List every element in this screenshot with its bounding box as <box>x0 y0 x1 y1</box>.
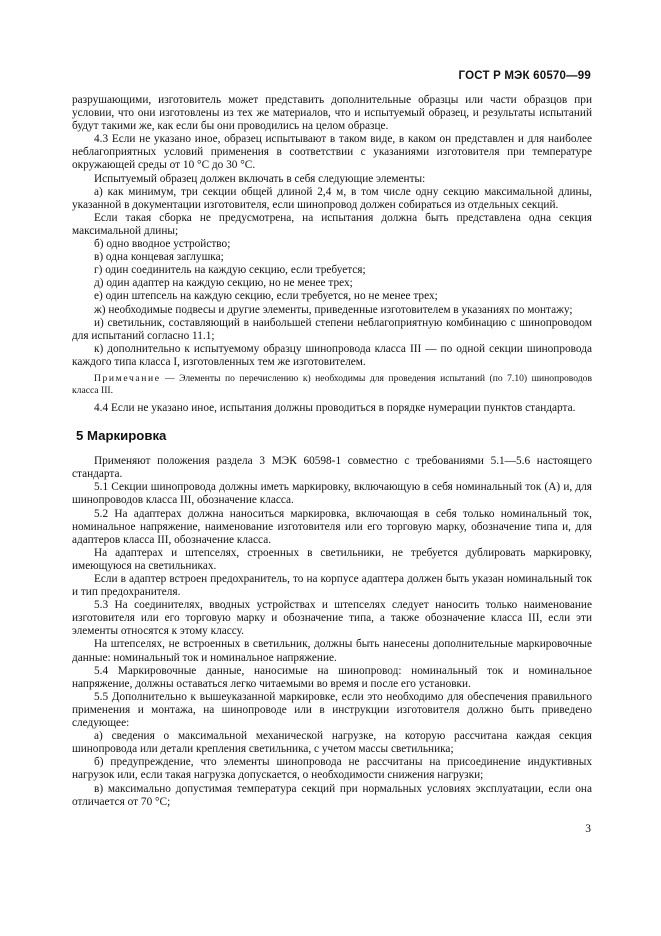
paragraph-4-4: 4.4 Если не указано иное, испытания должны проводиться в порядке нумерации пунктов стандарта. <box>94 401 576 414</box>
note-text: — Элементы по перечислению к) необходимы для проведения испытаний (по 7.10) шинопроводов класса III. <box>72 372 592 396</box>
list-item: а) сведения о максимальной механической нагрузке, на которую рассчитана каждая секция шинопровода или детали крепления светильника, с учетом массы светильника; <box>72 730 592 756</box>
paragraph-4-3: 4.3 Если не указано иное, образец испытывают в таком виде, в каком он представлен и для наиболее неблагоприятных условий применения в соответствии с указаниями изготовителя при температуре окружающей среды от 10 °С до 30 °С. <box>72 133 592 172</box>
paragraph: разрушающими, изготовитель может представить дополнительные образцы или части образцов при условии, что они изготовлены из тех же материалов, что и испытуемый образец, и результаты испытаний будут такими же, как если бы они проводились на целом образце. <box>72 94 592 133</box>
list-item: в) одна концевая заглушка; <box>94 251 224 264</box>
note <box>72 373 592 397</box>
paragraph-5-4: 5.4 Маркировочные данные, наносимые на шинопровод: номинальный ток и номинальное напряжение, должны оставаться легко читаемыми во время и после его установки. <box>72 664 592 690</box>
list-item: к) дополнительно к испытуемому образцу шинопровода класса III — по одной секции шинопровода каждого типа класса I, изготовленных тем же изготовителем. <box>72 342 592 368</box>
list-item: б) одно вводное устройство; <box>94 238 231 251</box>
paragraph-5-2: 5.2 На адаптерах должна наноситься маркировка, включающая в себя только номинальный ток, номинальное напряжение, наименование изготовителя или его торговую марку, обозначение типа и, для адаптеров класса III, обозначение класса. <box>72 507 592 546</box>
paragraph-5-5: 5.5 Дополнительно к вышеуказанной маркировке, если это необходимо для обеспечения правильного применения и монтажа, на шинопроводе или в инструкции изготовителя должно быть приведено следующее: <box>72 690 592 730</box>
list-item: и) светильник, составляющий в наибольшей степени неблагоприятную комбинацию с шинопроводом для испытаний согласно 11.1; <box>72 316 592 342</box>
section-title: 5 Маркировка <box>76 428 167 444</box>
paragraph-5-1: 5.1 Секции шинопровода должны иметь маркировку, включающую в себя номинальный ток (А) и, для шинопроводов класса III, обозначение класса. <box>72 481 592 507</box>
paragraph-5-3: 5.3 На соединителях, вводных устройствах и штепселях следует наносить только наименование изготовителя или его торговую марку и обозначение типа, а также обозначение класса III, если эти элементы относятся к этому классу. <box>72 599 592 638</box>
list-item: е) один штепсель на каждую секцию, если требуется, но не менее трех; <box>94 290 438 303</box>
paragraph: Если такая сборка не предусмотрена, на испытания должна быть представлена одна секция максимальной длины; <box>72 211 592 237</box>
standard-header: ГОСТ Р МЭК 60570—99 <box>458 70 591 82</box>
list-item: а) как минимум, три секции общей длиной 2,4 м, в том числе одну секцию максимальной длины, указанной в документации изготовителя, если шинопровод должен собираться из отдельных секций. <box>72 185 592 211</box>
list-item: д) один адаптер на каждую секцию, но не менее трех; <box>94 277 353 290</box>
paragraph: Применяют положения раздела 3 МЭК 60598-1 совместно с требованиями 5.1—5.6 настоящего стандарта. <box>72 455 592 481</box>
list-item: ж) необходимые подвесы и другие элементы, приведенные изготовителем в указаниях по монтажу; <box>94 303 573 316</box>
list-item: б) предупреждение, что элементы шинопровода не рассчитаны на присоединение индуктивных нагрузок или, если такая нагрузка допускается, о необходимости снижения нагрузки; <box>72 756 592 782</box>
paragraph: Испытуемый образец должен включать в себя следующие элементы: <box>94 172 426 185</box>
paragraph: Если в адаптер встроен предохранитель, то на корпусе адаптера должен быть указан номинальный ток и тип предохранителя. <box>72 573 592 599</box>
paragraph: На адаптерах и штепселях, строенных в светильники, не требуется дублировать маркировку, имеющуюся на светильниках. <box>72 546 592 572</box>
document-body <box>72 94 592 809</box>
page-number: 3 <box>585 823 591 835</box>
list-item: г) один соединитель на каждую секцию, если требуется; <box>94 264 366 277</box>
list-item: в) максимально допустимая температура секций при нормальных условиях эксплуатации, если она отличается от 70 °С; <box>72 782 592 808</box>
paragraph: На штепселях, не встроенных в светильник, должны быть нанесены дополнительные маркировочные данные: номинальный ток и номинальное напряжение. <box>72 638 592 664</box>
note-label: Примечание <box>94 372 161 384</box>
